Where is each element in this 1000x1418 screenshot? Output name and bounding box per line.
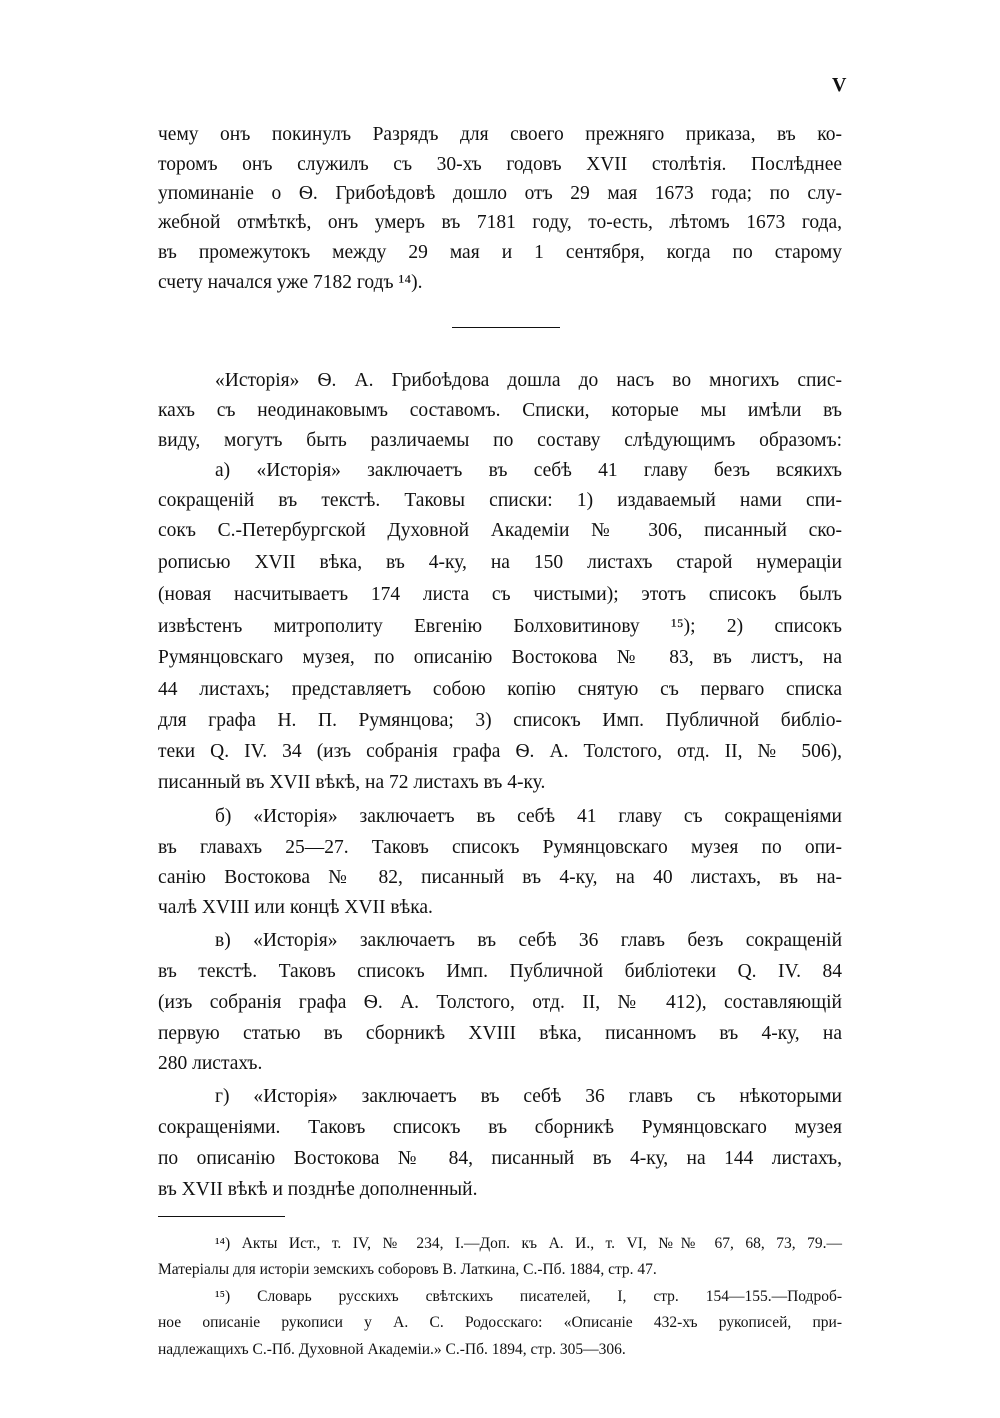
text-line: кахъ съ неодинаковымъ составомъ. Списки, которые мы имѣли въ xyxy=(158,400,842,421)
text-line: «Исторія» Ѳ. А. Грибоѣдова дошла до насъ во многихъ спис- xyxy=(215,370,842,391)
text-line: сокращеніями. Таковъ списокъ въ сборникѣ Румянцовскаго музея xyxy=(158,1117,842,1138)
text-line: писанный въ XVII вѣкѣ, на 72 листахъ въ 4-ку. xyxy=(158,772,546,793)
text-line: жебной отмѣткѣ, онъ умеръ въ 7181 году, то-есть, лѣтомъ 1673 года, xyxy=(158,212,842,233)
text-line: для графа Н. П. Румянцова; 3) списокъ Имп. Публичной библіо- xyxy=(158,710,842,731)
text-line: чему онъ покинулъ Разрядъ для своего прежняго приказа, въ ко- xyxy=(158,124,842,145)
text-line: счету начался уже 7182 годъ ¹⁴). xyxy=(158,272,423,293)
text-line: извѣстенъ митрополиту Евгенію Болховитинову ¹⁵); 2) списокъ xyxy=(158,616,842,637)
text-line: первую статью въ сборникѣ XVIII вѣка, писанномъ въ 4-ку, на xyxy=(158,1023,842,1044)
text-line: (изъ собранія графа Ѳ. А. Толстого, отд. II, № 412), составляющій xyxy=(158,992,842,1013)
text-line: по описанію Востокова № 84, писанный въ 4-ку, на 144 листахъ, xyxy=(158,1148,842,1169)
footnote-line: ¹⁵) Словарь русскихъ свѣтскихъ писателей, I, стр. 154—155.—Подроб- xyxy=(215,1288,842,1305)
text-line: 44 листахъ; представляетъ собою копію снятую съ перваго списка xyxy=(158,679,842,700)
page-number: V xyxy=(832,74,847,96)
text-line: г) «Исторія» заключаетъ въ себѣ 36 главъ съ нѣкоторыми xyxy=(215,1086,842,1107)
text-line: б) «Исторія» заключаетъ въ себѣ 41 главу съ сокращеніями xyxy=(215,806,842,827)
footnote-line: надлежащихъ С.-Пб. Духовной Академіи.» С.-Пб. 1894, стр. 305—306. xyxy=(158,1341,626,1358)
text-line: теки Q. IV. 34 (изъ собранія графа Ѳ. А. Толстого, отд. II, № 506), xyxy=(158,741,842,762)
footnote-line: ¹⁴) Акты Ист., т. IV, № 234, I.—Доп. къ А. И., т. VI, №№ 67, 68, 73, 79.— xyxy=(215,1235,842,1252)
text-line: санію Востокова № 82, писанный въ 4-ку, на 40 листахъ, въ на- xyxy=(158,867,842,888)
text-line: упоминаніе о Ѳ. Грибоѣдовѣ дошло отъ 29 мая 1673 года; по слу- xyxy=(158,183,842,204)
text-line: 280 листахъ. xyxy=(158,1053,263,1074)
footnote-divider xyxy=(158,1216,285,1217)
text-line: въ промежутокъ между 29 мая и 1 сентября, когда по старому xyxy=(158,242,842,263)
text-line: въ главахъ 25—27. Таковъ списокъ Румянцовскаго музея по опи- xyxy=(158,837,842,858)
text-line: сокращеній въ текстѣ. Таковы списки: 1) издаваемый нами спи- xyxy=(158,490,842,511)
text-line: а) «Исторія» заключаетъ въ себѣ 41 главу безъ всякихъ xyxy=(215,460,842,481)
section-divider xyxy=(452,327,560,328)
text-line: Румянцовскаго музея, по описанію Востокова № 83, въ листъ, на xyxy=(158,647,842,668)
text-line: (новая насчитываетъ 174 листа съ чистыми); этотъ списокъ былъ xyxy=(158,584,842,605)
text-line: въ XVII вѣкѣ и позднѣе дополненный. xyxy=(158,1179,478,1200)
footnote-line: Матеріалы для исторіи земскихъ соборовъ В. Латкина, С.-Пб. 1884, стр. 47. xyxy=(158,1261,657,1278)
text-line: въ текстѣ. Таковъ списокъ Имп. Публичной библіотеки Q. IV. 84 xyxy=(158,961,842,982)
footnote-line: ное описаніе рукописи у А. С. Родосскаго: «Описаніе 432-хъ рукописей, при- xyxy=(158,1314,842,1331)
text-line: рописью XVII вѣка, въ 4-ку, на 150 листахъ старой нумераціи xyxy=(158,552,842,573)
text-line: сокъ С.-Петербургской Духовной Академіи № 306, писанный ско- xyxy=(158,520,842,541)
text-line: в) «Исторія» заключаетъ въ себѣ 36 главъ безъ сокращеній xyxy=(215,930,842,951)
text-line: виду, могутъ быть различаемы по составу слѣдующимъ образомъ: xyxy=(158,430,842,451)
text-line: торомъ онъ служилъ съ 30-хъ годовъ XVII столѣтія. Послѣднее xyxy=(158,154,842,175)
text-line: чалѣ XVIII или концѣ XVII вѣка. xyxy=(158,897,433,918)
